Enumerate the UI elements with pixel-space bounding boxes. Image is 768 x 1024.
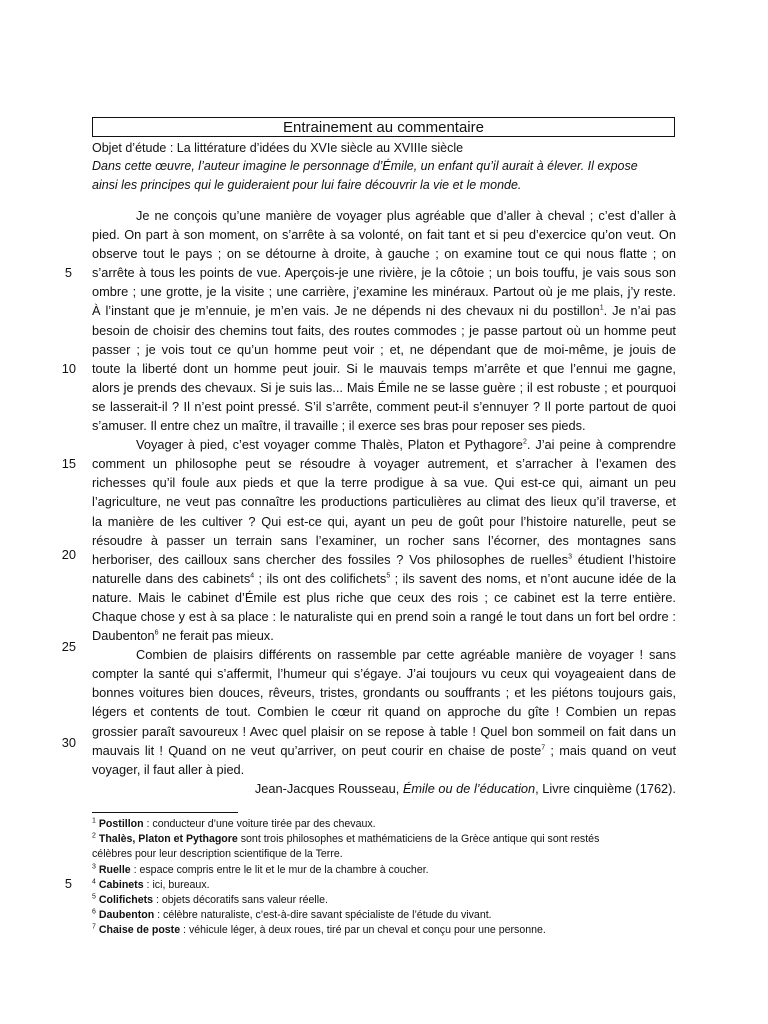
footnote-number: 1: [92, 817, 96, 825]
footnote-number: 2: [92, 832, 96, 840]
work-title: Émile ou de l’éducation: [402, 780, 536, 796]
line-number: 5: [64, 876, 72, 891]
text-segment: étudient l’histoire: [571, 551, 676, 567]
text-segment: ; ils ont des colifichets: [254, 570, 387, 586]
footnote-ref: 6: [154, 629, 159, 637]
footnote: [92, 923, 682, 938]
text-line: Je ne conçois qu’une manière de voyager plus agréable que d’aller à cheval ; c’est d’aller à: [136, 208, 676, 223]
intro-line: Dans cette œuvre, l’auteur imagine le personnage d’Émile, un enfant qu’il aurait à élever. Il expose: [92, 159, 638, 173]
text-line: observe tout le pays ; on se détourne à droite, à gauche ; on examine tout ce qui nous flatte ; on: [92, 246, 676, 262]
footnote-text: : espace compris entre le lit et le mur de la chambre à coucher.: [130, 863, 429, 876]
footnote: [92, 863, 682, 878]
attribution-rest: , Livre cinquième (1762).: [535, 780, 676, 796]
text-line: bonnes voitures bien douces, rêveurs, tristes, grondants ou souffrants ; et les piétons toujours gais,: [92, 685, 676, 701]
text-segment: . J’ai peine à comprendre: [526, 437, 676, 453]
line-number: 10: [61, 361, 76, 376]
text-line: légers et contents de tout. Combien le cœur rit quand on approche du gîte ! Combien un repas: [92, 704, 676, 720]
text-segment: À l’instant que je m’ennuie, je m’en vais. Je ne dépends ni des chevaux ni du postillon: [92, 303, 600, 319]
footnote-term: Colifichets: [98, 894, 154, 907]
footnote-text: sont trois philosophes et mathématiciens de la Grèce antique qui sont restés: [237, 833, 600, 846]
footnote-term: Postillon: [98, 818, 144, 830]
text-line: ombre ; une grotte, je la visite ; une carrière, j’examine les minéraux. Partout où je me plais, j’y reste.: [92, 284, 676, 300]
footnote-term: Cabinets: [98, 878, 144, 891]
text-line: richesses qu’il foule aux pieds et que la terre prodigue à sa vue. Qui est-ce qui, aimant un peu: [92, 475, 676, 491]
text-line: besoin de choisir des chemins tout faits, des routes commodes ; je passe partout où un homme peut: [92, 322, 676, 338]
footnotes: [92, 817, 682, 939]
line-number: 15: [61, 456, 76, 471]
text-segment: Daubenton: [92, 628, 155, 644]
footnote-number: 3: [92, 863, 96, 871]
text-line: compter la santé qui s’affermit, l’humeur qui s’égaye. J’ai toujours vu ceux qui voyageaient dans de: [92, 666, 676, 682]
text-line: [92, 550, 676, 569]
text-segment: mauvais lit ! Quand on ne veut qu’arriver, on peut courir en chaise de poste: [92, 742, 542, 758]
footnote-text: : célèbre naturaliste, c’est-à-dire savant spécialiste de l’étude du vivant.: [154, 909, 492, 922]
footnote-term: Ruelle: [98, 863, 131, 876]
footnote-ref: 7: [541, 744, 546, 752]
line-number: 5: [64, 265, 72, 280]
footnote: [92, 817, 682, 832]
footnote: [92, 832, 682, 847]
text-line: [92, 626, 676, 645]
text-line: l’agriculture, ne veut pas connaître les productions particulières au climat des lieux qu’il traverse, et: [92, 494, 676, 510]
text-line: passer ; je vois tout ce qu’un homme peut voir ; et, ne dépendant que de moi-même, je jouis de: [92, 341, 676, 357]
line-number: 30: [61, 735, 76, 750]
footnote-number: 4: [92, 878, 96, 886]
author: Jean-Jacques Rousseau,: [254, 780, 403, 796]
text-line: [92, 569, 676, 588]
text-segment: ne ferait pas mieux.: [158, 628, 274, 644]
footnote-term: Daubenton: [98, 909, 155, 922]
intro-line: ainsi les principes qui le guideraient pour lui faire découvrir la vie et le monde.: [92, 178, 522, 192]
text-line: se lasserait-il ? Il n’est point pressé. S’il s’arrête, comment peut-il s’ennuyer ? Il porte partout de quoi: [92, 398, 676, 414]
footnote-number: 7: [92, 923, 96, 931]
text-line: Combien de plaisirs différents on rassemble par cette agréable manière de voyager ! sans: [136, 647, 676, 663]
study-object: Objet d’étude : La littérature d’idées du XVIe siècle au XVIIIe siècle: [92, 141, 464, 155]
text-line: toute la liberté dont un homme peut jouir. Si le mauvais temps m’arrête et que l’ennui me gagne,: [92, 360, 676, 376]
page-title: Entrainement au commentaire: [92, 117, 675, 137]
text-segment: ; ils savent des noms, et n’ont aucune idée de la: [390, 570, 676, 586]
text-line: comment un philosophe peut se résoudre à voyager autrement, et s’arracher à l’examen des: [92, 456, 676, 472]
line-number: 25: [61, 639, 76, 654]
footnote-number: 5: [92, 893, 96, 901]
text-line: alors je prends des chevaux. Si je suis las... Mais Émile ne se lasse guère ; il est robuste ; et pourquoi: [92, 379, 676, 395]
footnote-ref: 2: [522, 438, 527, 446]
text-line: grossier paraît savoureux ! Avec quel plaisir on se repose à table ! Quel bon sommeil on fait dans un: [92, 723, 676, 739]
footnote-text: : ici, bureaux.: [143, 878, 210, 891]
footnote-ref: 4: [250, 572, 255, 580]
footnote: [92, 878, 682, 893]
text-segment: herboriser, des cailloux sans chercher des fossiles ? Vos philosophes de ruelles: [92, 551, 569, 567]
text-line: [92, 301, 676, 320]
text-line: la manière de les cultiver ? Qui est-ce qui, ayant un peu de goût pour l’histoire naturelle, peut se: [92, 513, 676, 529]
footnote-ref: 1: [599, 305, 604, 313]
footnote-text: célèbres pour leur description scientifique de la Terre.: [92, 848, 343, 861]
footnote: [92, 893, 682, 908]
footnote-text: : objets décoratifs sans valeur réelle.: [153, 894, 328, 907]
text-line: s’amuser. Il entre chez un maître, il travaille ; il exerce ses bras pour reposer ses pieds.: [92, 418, 586, 434]
text-segment: Voyager à pied, c’est voyager comme Thalès, Platon et Pythagore: [136, 437, 523, 453]
footnote-term: Chaise de poste: [98, 924, 181, 937]
footnote-ref: 5: [386, 572, 391, 580]
footnote-text: : véhicule léger, à deux roues, tiré par un cheval et conçu pour une personne.: [180, 924, 546, 937]
text-line: Chaque chose y est à sa place : le naturaliste qui en prend soin a rangé le tout dans un fort bel ordre :: [92, 608, 676, 624]
line-number: 20: [61, 547, 76, 562]
text-line: voyager, il faut aller à pied.: [92, 761, 245, 777]
text-line: s’arrête à tous les points de vue. Aperçois-je une rivière, je la côtoie ; un bois touffu, je vais sous son: [92, 265, 676, 281]
intro-paragraph: [92, 157, 675, 195]
footnote-ref: 3: [568, 553, 572, 561]
footnote-term: Thalès, Platon et Pythagore: [98, 833, 238, 846]
text-segment: ; mais quand on veut: [545, 742, 677, 758]
text-line: [92, 435, 676, 454]
attribution: [92, 779, 676, 798]
text-segment: naturelle dans des cabinets: [92, 570, 251, 586]
footnote-number: 6: [92, 908, 96, 916]
footnote: [92, 847, 682, 862]
text-line: résoudre à passer un terrain sans l’examiner, un rocher sans l’écorner, des montagnes sans: [92, 532, 676, 548]
text-line: [92, 741, 676, 760]
footnote-separator: [92, 812, 238, 813]
footnote-text: : conducteur d’une voiture tirée par des chevaux.: [143, 818, 376, 830]
main-text: [92, 206, 676, 798]
text-line: nature. Mais le cabinet d’Émile est plus riche que ceux des rois ; ce cabinet est la terre entière.: [92, 589, 676, 605]
text-line: pied. On part à son moment, on s’arrête à sa volonté, on fait tant et si peu d’exercice qu’on veut. On: [92, 227, 676, 243]
footnote: [92, 908, 682, 923]
text-segment: . Je n’ai pas: [603, 303, 676, 319]
